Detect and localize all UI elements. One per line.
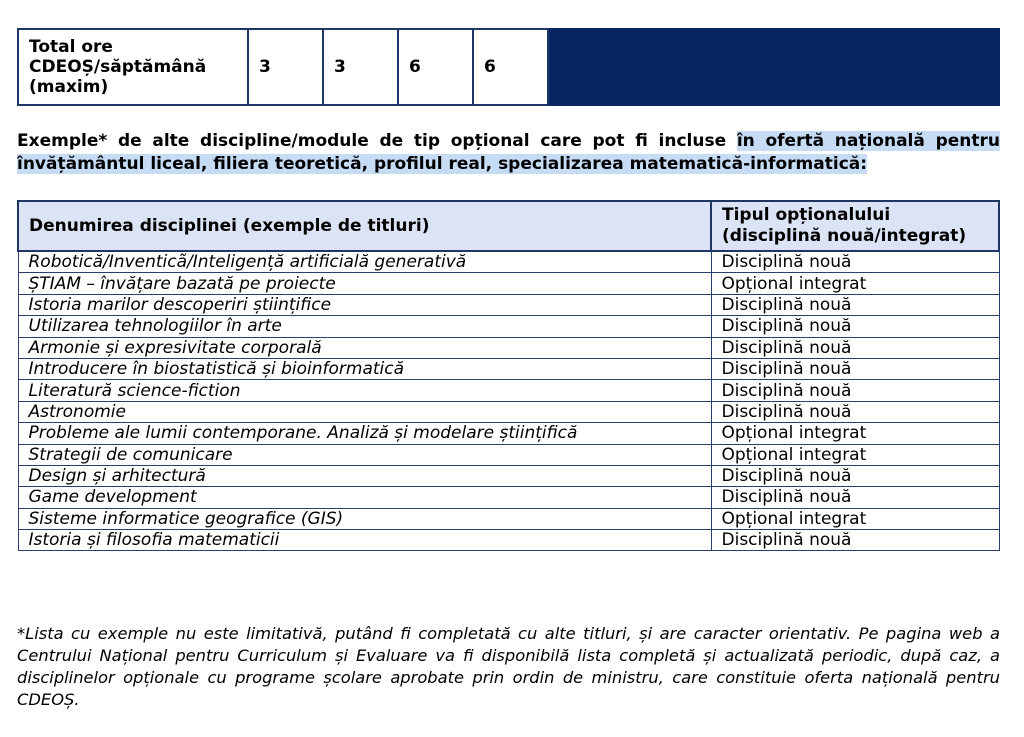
intro-highlighted-text: în ofertă națională pentru învățământul liceal, filiera teoretică, profilul real, specializarea matematică-informatică: — [17, 131, 1000, 174]
table-row — [18, 273, 999, 294]
summary-label: Total ore CDEOȘ/săptămână (maxim) — [18, 29, 248, 105]
optional-type-cell: Disciplină nouă — [711, 316, 999, 337]
discipline-name-cell: Sisteme informatice geografice (GIS) — [18, 508, 711, 529]
optional-type-cell: Opțional integrat — [711, 423, 999, 444]
summary-value-2: 3 — [323, 29, 398, 105]
discipline-name-cell: Utilizarea tehnologiilor în arte — [18, 316, 711, 337]
optional-type-cell: Opțional integrat — [711, 508, 999, 529]
optional-type-cell: Opțional integrat — [711, 444, 999, 465]
table-row — [18, 487, 999, 508]
discipline-name-cell: Armonie și expresivitate corporală — [18, 337, 711, 358]
table-row — [18, 380, 999, 401]
discipline-name-cell: ȘTIAM – învățare bazată pe proiecte — [18, 273, 711, 294]
discipline-name-cell: Astronomie — [18, 401, 711, 422]
discipline-name-cell: Istoria marilor descoperiri științifice — [18, 294, 711, 315]
header-discipline-name: Denumirea disciplinei (exemple de titluri) — [18, 201, 711, 251]
table-row — [18, 337, 999, 358]
table-row — [18, 294, 999, 315]
summary-value-4: 6 — [473, 29, 548, 105]
discipline-name-cell: Robotică/Inventicã/Inteligență artificială generativă — [18, 251, 711, 273]
discipline-name-cell: Game development — [18, 487, 711, 508]
summary-value-3: 6 — [398, 29, 473, 105]
optional-type-cell: Opțional integrat — [711, 273, 999, 294]
table-row — [18, 251, 999, 273]
optional-type-cell: Disciplină nouă — [711, 358, 999, 379]
summary-row — [18, 29, 999, 105]
discipline-name-cell: Strategii de comunicare — [18, 444, 711, 465]
intro-text: Exemple* de alte discipline/module de tip opțional care pot fi incluse — [17, 131, 737, 151]
discipline-name-cell: Introducere în biostatistică și bioinformatică — [18, 358, 711, 379]
header-optional-type: Tipul opționalului (disciplină nouă/integrat) — [711, 201, 999, 251]
optional-type-cell: Disciplină nouă — [711, 294, 999, 315]
optional-type-cell: Disciplină nouă — [711, 251, 999, 273]
table-row — [18, 465, 999, 486]
summary-table — [17, 28, 1000, 106]
optional-type-cell: Disciplină nouă — [711, 401, 999, 422]
intro-paragraph — [17, 130, 1000, 176]
table-row — [18, 530, 999, 551]
table-header-row — [18, 201, 999, 251]
summary-dark-fill — [548, 29, 999, 105]
table-row — [18, 508, 999, 529]
footnote: *Lista cu exemple nu este limitativă, putând fi completată cu alte titluri, și are caracter orientativ. Pe pagina web a Centrului Național pentru Curriculum și Evaluare va fi disponibilă lista completă și actualizată periodic, după caz, a disciplinelor opționale cu programe școlare aprobate prin ordin de ministru, care constituie oferta națională pentru CDEOȘ. — [17, 624, 1000, 709]
table-row — [18, 423, 999, 444]
optional-disciplines-table — [17, 200, 1000, 551]
table-body — [18, 251, 999, 551]
discipline-name-cell: Design și arhitectură — [18, 465, 711, 486]
discipline-name-cell: Istoria și filosofia matematicii — [18, 530, 711, 551]
discipline-name-cell: Probleme ale lumii contemporane. Analiză și modelare științifică — [18, 423, 711, 444]
optional-type-cell: Disciplină nouă — [711, 487, 999, 508]
table-row — [18, 358, 999, 379]
optional-type-cell: Disciplină nouă — [711, 530, 999, 551]
table-row — [18, 444, 999, 465]
table-row — [18, 401, 999, 422]
optional-type-cell: Disciplină nouă — [711, 465, 999, 486]
optional-type-cell: Disciplină nouă — [711, 380, 999, 401]
table-row — [18, 316, 999, 337]
summary-value-1: 3 — [248, 29, 323, 105]
discipline-name-cell: Literatură science-fiction — [18, 380, 711, 401]
optional-type-cell: Disciplină nouă — [711, 337, 999, 358]
